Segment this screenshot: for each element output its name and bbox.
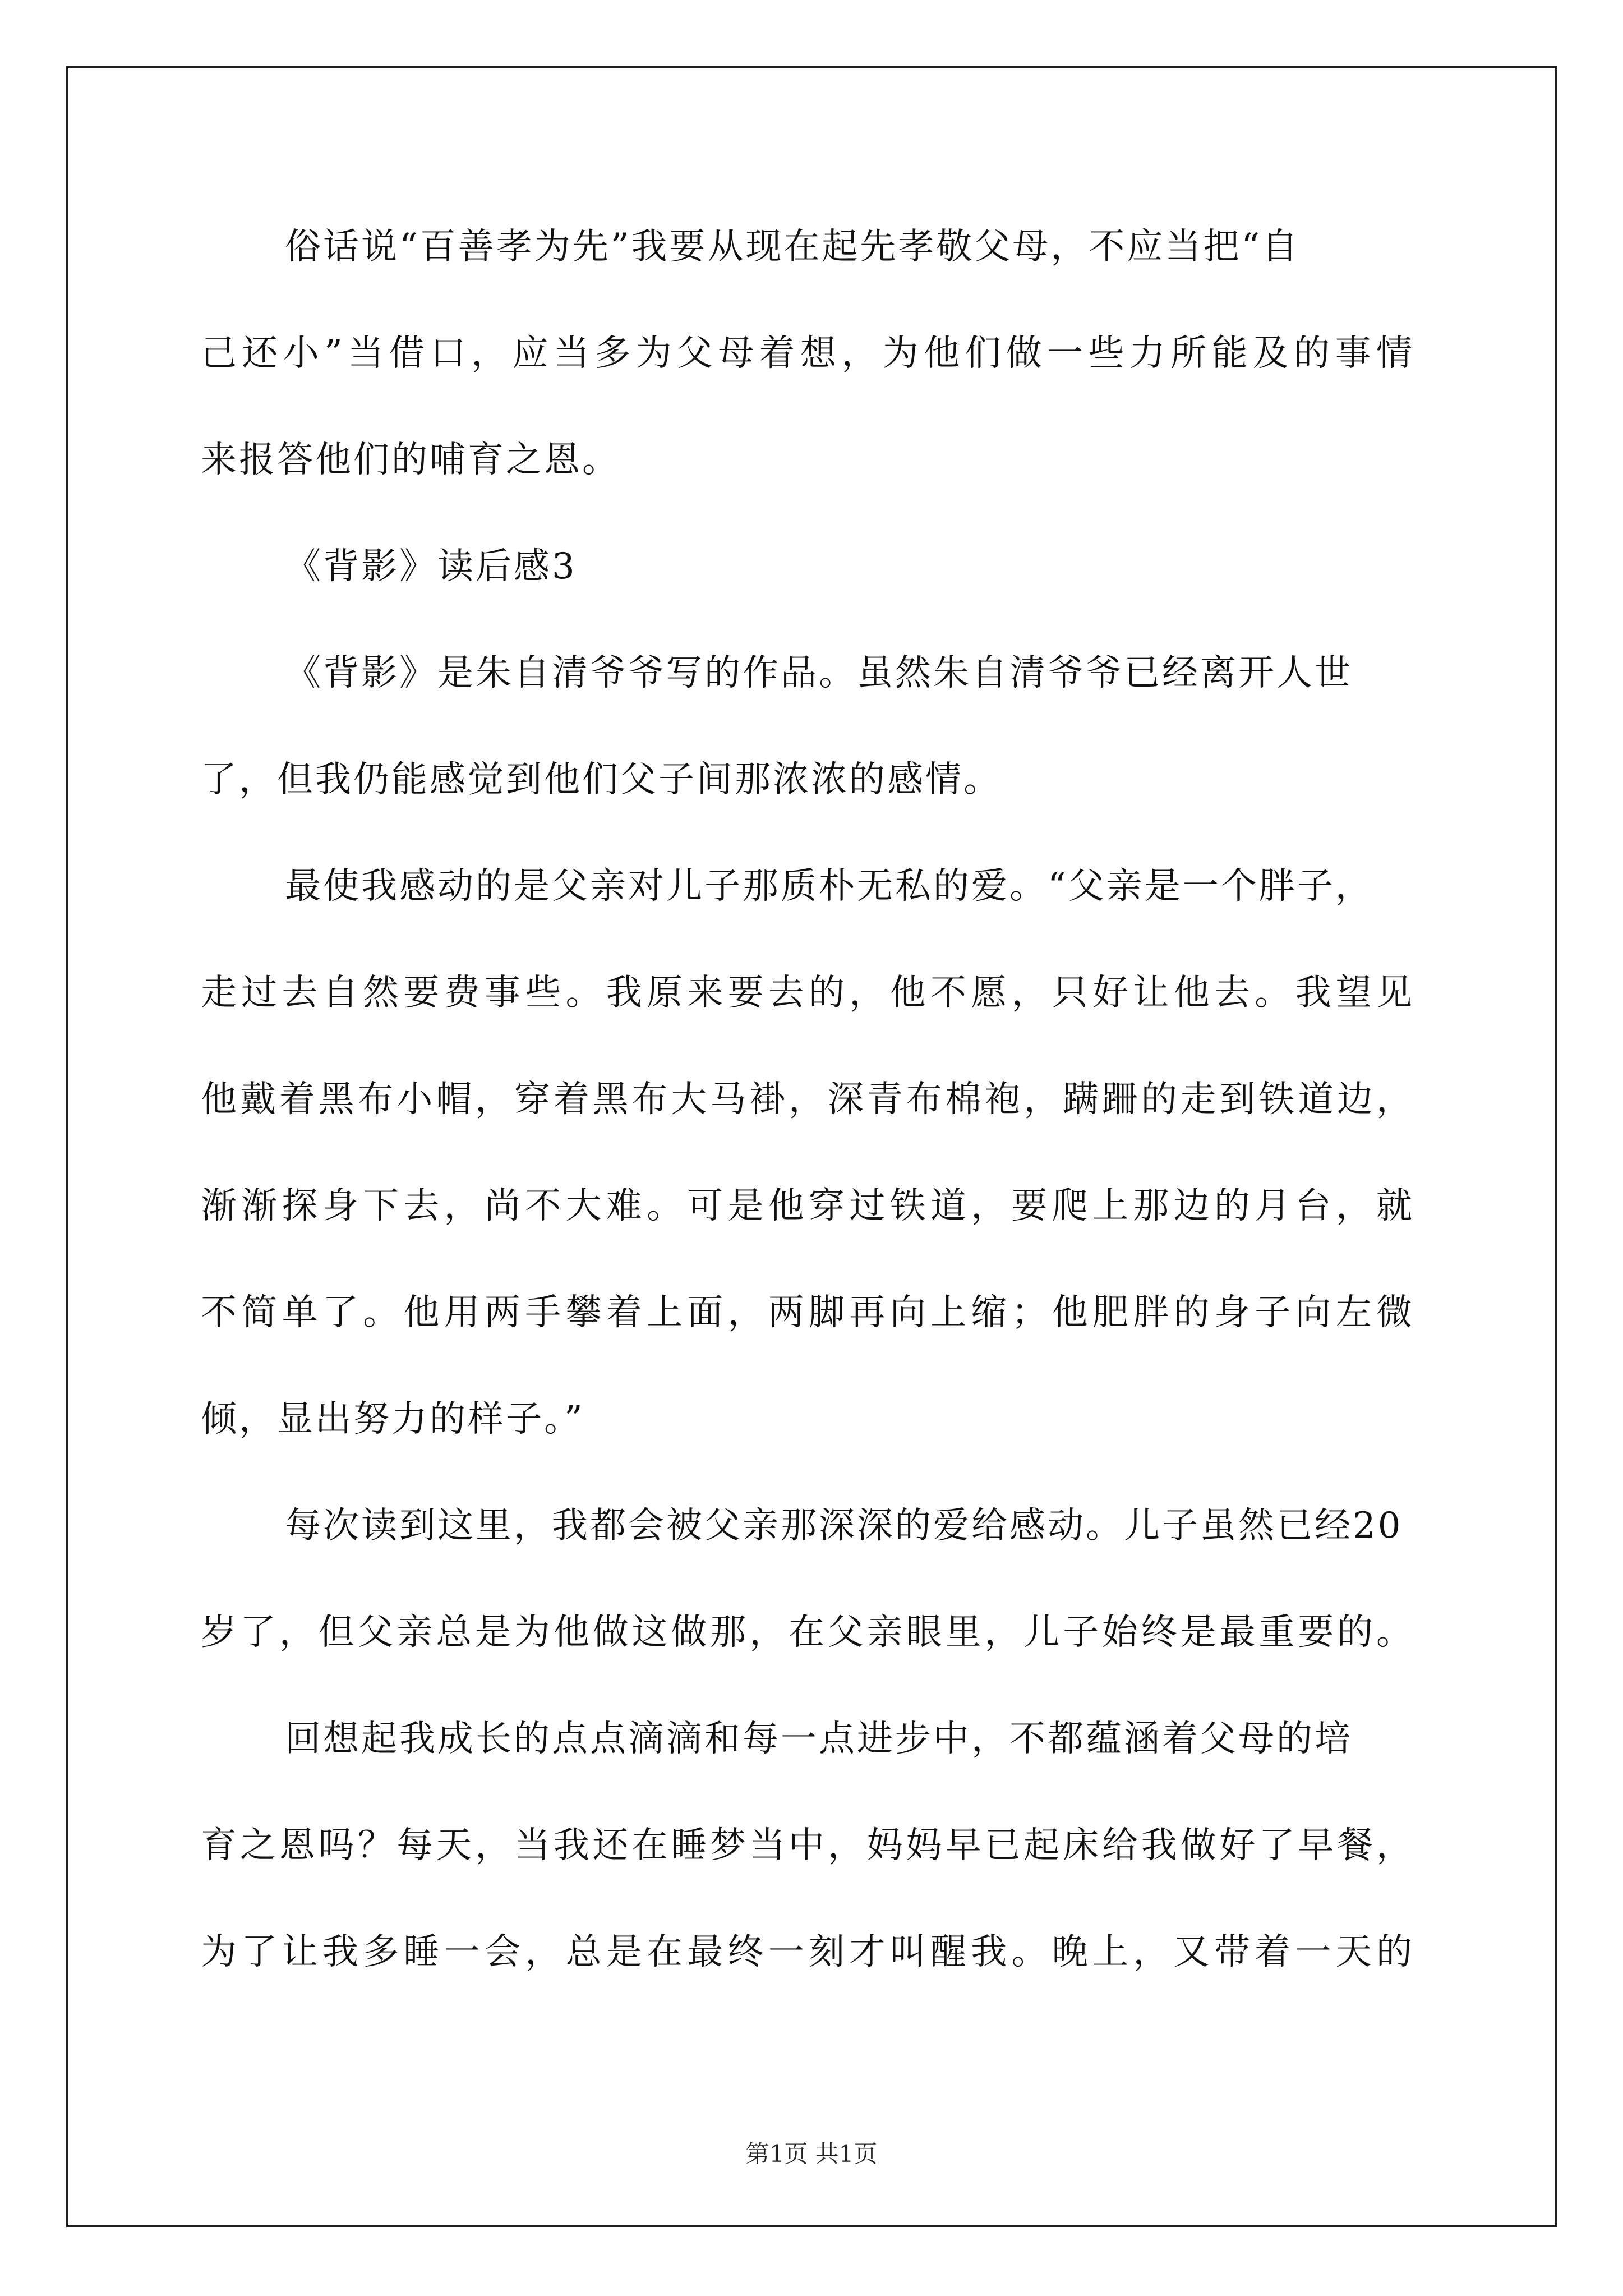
paragraph-line: 育之恩吗？每天，当我还在睡梦当中，妈妈早已起床给我做好了早餐， <box>201 1825 1412 1866</box>
paragraph-line: 倾，显出努力的样子。” <box>201 1398 585 1440</box>
paragraph-line: 《背影》是朱自清爷爷写的作品。虽然朱自清爷爷已经离开人世 <box>285 652 1353 694</box>
section-heading: 《背影》读后感3 <box>285 546 577 587</box>
paragraph-line: 最使我感动的是父亲对儿子那质朴无私的爱。“父亲是一个胖子， <box>285 866 1373 907</box>
paragraph-line: 渐渐探身下去，尚不大难。可是他穿过铁道，要爬上那边的月台，就 <box>201 1185 1412 1227</box>
page-footer: 第1页 共1页 <box>745 2140 878 2168</box>
paragraph-line: 了，但我仍能感觉到他们父子间那浓浓的感情。 <box>201 759 1002 800</box>
paragraph-line: 俗话说“百善孝为先”我要从现在起先孝敬父母，不应当把“自 <box>285 226 1301 268</box>
paragraph-line: 走过去自然要费事些。我原来要去的，他不愿，只好让他去。我望见 <box>201 972 1412 1014</box>
page-border <box>66 66 1557 2227</box>
paragraph-line: 回想起我成长的点点滴滴和每一点进步中，不都蕴涵着父母的培 <box>285 1718 1353 1760</box>
paragraph-line: 己还小”当借口，应当多为父母着想，为他们做一些力所能及的事情 <box>201 333 1412 374</box>
paragraph-line: 不简单了。他用两手攀着上面，两脚再向上缩；他肥胖的身子向左微 <box>201 1292 1412 1333</box>
paragraph-line: 每次读到这里，我都会被父亲那深深的爱给感动。儿子虽然已经20 <box>285 1505 1403 1547</box>
paragraph-line: 他戴着黑布小帽，穿着黑布大马褂，深青布棉袍，蹒跚的走到铁道边， <box>201 1079 1412 1120</box>
paragraph-line: 岁了，但父亲总是为他做这做那，在父亲眼里，儿子始终是最重要的。 <box>201 1612 1412 1653</box>
paragraph-line: 来报答他们的哺育之恩。 <box>201 439 620 481</box>
paragraph-line: 为了让我多睡一会，总是在最终一刻才叫醒我。晚上，又带着一天的 <box>201 1931 1412 1973</box>
